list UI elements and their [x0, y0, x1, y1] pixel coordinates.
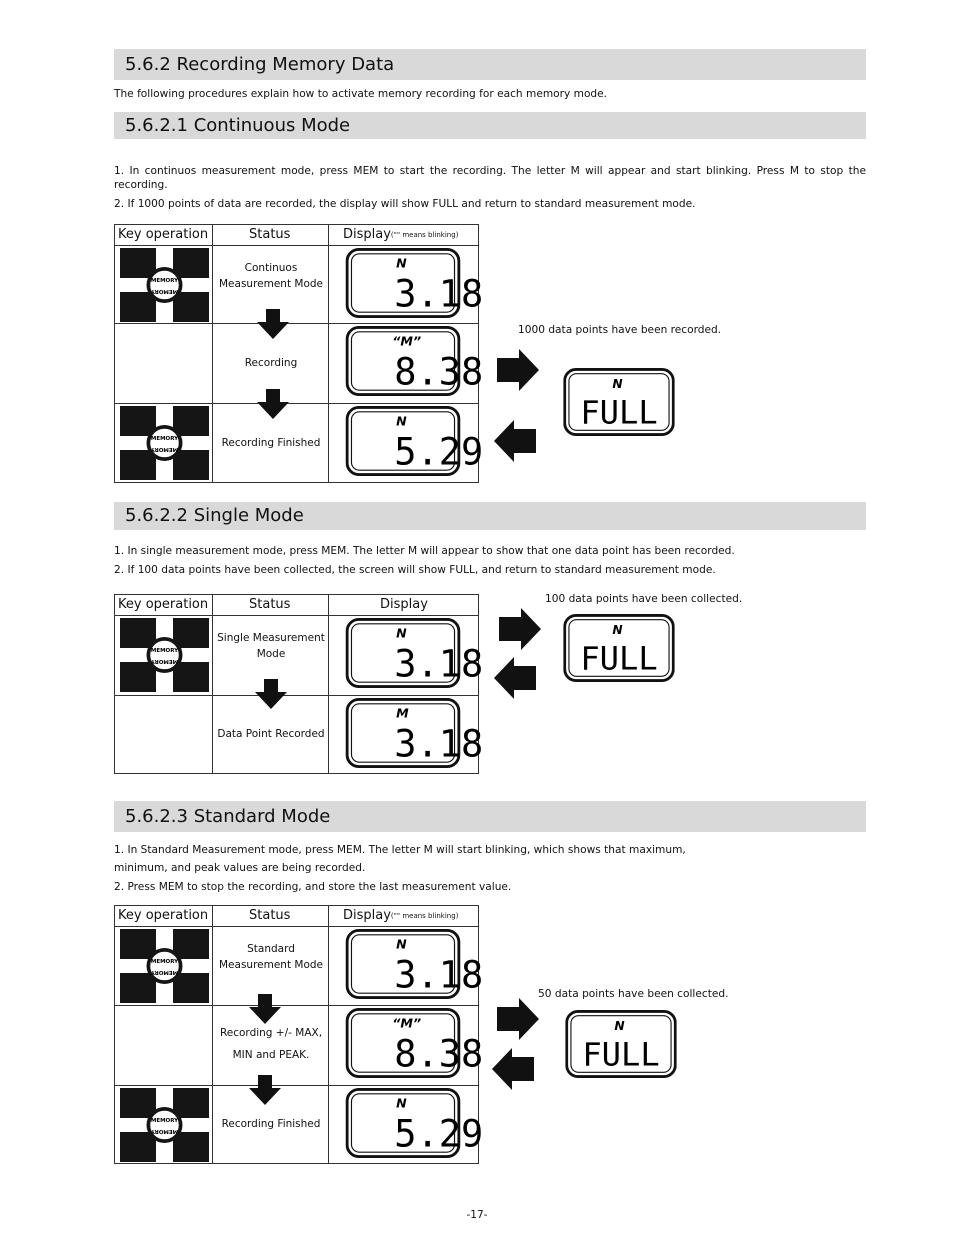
section-header-5-6-2-1	[114, 112, 866, 139]
svg-text:N: N	[396, 936, 407, 952]
lcd-display	[343, 326, 484, 396]
status-single-measurement: Single Measurement Mode	[217, 632, 325, 660]
col-header-status: Status	[249, 227, 291, 242]
section-header-5-6-2	[114, 49, 866, 80]
down-arrow-icon	[249, 1075, 281, 1105]
svg-text:FULL: FULL	[580, 393, 658, 432]
col-header-status: Status	[249, 597, 291, 612]
svg-text:8.38: 8.38	[394, 1032, 484, 1076]
step-2-text: 2. If 1000 points of data are recorded, the display will show FULL and return to standard measurement mode.	[114, 198, 696, 210]
right-arrow-icon	[499, 608, 541, 650]
right-arrow-icon	[497, 349, 539, 391]
memory-key-icon[interactable]	[120, 248, 209, 322]
svg-text:MEMORY: MEMORY	[150, 959, 179, 965]
status-data-point-recorded: Data Point Recorded	[217, 728, 325, 740]
status-recording-max-min-peak: Recording +/- MAX, MIN and PEAK.	[219, 1027, 323, 1061]
down-arrow-icon	[257, 309, 289, 339]
step-2-text: 2. If 100 data points have been collected, the screen will show FULL, and return to standard measurement mode.	[114, 564, 716, 576]
memory-key-icon[interactable]	[120, 929, 209, 1003]
svg-text:3.18: 3.18	[394, 953, 484, 997]
svg-text:N: N	[612, 622, 623, 637]
lcd-display	[343, 248, 484, 318]
svg-text:5.29: 5.29	[394, 430, 484, 474]
svg-text:MEMORY: MEMORY	[150, 278, 179, 284]
svg-text:5.29: 5.29	[394, 1112, 484, 1156]
lcd-full-display	[560, 368, 678, 436]
status-recording: Recording	[244, 357, 298, 369]
intro-text: The following procedures explain how to activate memory recording for each memory mode.	[114, 88, 608, 100]
step-1-text: 1. In single measurement mode, press MEM. The letter M will appear to show that one data point has been recorded.	[114, 545, 735, 557]
memory-key-icon[interactable]	[120, 618, 209, 692]
page-number: -17-	[466, 1209, 488, 1221]
status-recording-finished: Recording Finished	[221, 437, 321, 449]
svg-text:M: M	[396, 705, 409, 721]
lcd-full-display	[562, 1010, 680, 1078]
blinking-note: ("" means blinking)	[390, 231, 459, 239]
lcd-display	[343, 618, 484, 688]
col-header-display: Display$^{("" means blinking)}$	[343, 227, 459, 242]
svg-text:MEMORY: MEMORY	[150, 648, 179, 654]
svg-text:“M”: “M”	[392, 1015, 422, 1031]
svg-text:3.18: 3.18	[394, 722, 484, 766]
col-header-key: Key operation	[118, 908, 209, 923]
lcd-display	[343, 406, 484, 476]
left-arrow-icon	[494, 657, 536, 699]
section-title: 5.6.2.3 Standard Mode	[125, 806, 331, 827]
svg-text:MEMORY: MEMORY	[150, 658, 179, 664]
memory-key-icon[interactable]	[120, 1088, 209, 1162]
down-arrow-icon	[257, 389, 289, 419]
svg-text:N: N	[612, 376, 623, 391]
continuous-mode-table	[114, 224, 484, 483]
svg-text:8.38: 8.38	[394, 350, 484, 394]
section-title: 5.6.2.1 Continuous Mode	[125, 115, 351, 136]
svg-text:N: N	[396, 413, 407, 429]
svg-text:3.18: 3.18	[394, 642, 484, 686]
lcd-display	[343, 1088, 484, 1158]
svg-text:FULL: FULL	[582, 1035, 660, 1074]
status-continuous-measurement: Continuos Measurement Mode	[218, 262, 324, 290]
section-title: 5.6.2.2 Single Mode	[125, 505, 304, 526]
standard-mode-table	[114, 905, 484, 1164]
svg-text:MEMORY: MEMORY	[150, 969, 179, 975]
status-recording-finished: Recording Finished	[221, 1118, 321, 1130]
svg-text:3.18: 3.18	[394, 272, 484, 316]
svg-text:FULL: FULL	[580, 639, 658, 678]
down-arrow-icon	[249, 994, 281, 1024]
right-arrow-icon	[497, 998, 539, 1040]
section-header-5-6-2-3	[114, 801, 866, 832]
full-note: 50 data points have been collected.	[538, 988, 729, 1000]
svg-text:MEMORY: MEMORY	[150, 1128, 179, 1134]
col-header-key: Key operation	[118, 597, 209, 612]
step-1-text: 1. In continuos measurement mode, press MEM to start the recording. The letter M will appear and start blinking. Press M to stop the recording.	[114, 165, 866, 191]
lcd-display	[343, 1008, 484, 1078]
blinking-note: ("" means blinking)	[390, 912, 459, 920]
lcd-display	[343, 929, 484, 999]
lcd-full-display	[560, 614, 678, 682]
svg-text:N: N	[396, 625, 407, 641]
left-arrow-icon	[494, 420, 536, 462]
memory-key-icon[interactable]	[120, 406, 209, 480]
down-arrow-icon	[255, 679, 287, 709]
status-standard-measurement: Standard Measurement Mode	[218, 943, 324, 971]
svg-text:MEMORY: MEMORY	[150, 436, 179, 442]
left-arrow-icon	[492, 1048, 534, 1090]
single-mode-table	[114, 594, 484, 774]
full-note: 100 data points have been collected.	[545, 593, 743, 605]
full-note: 1000 data points have been recorded.	[518, 324, 722, 336]
step-1-text-continued: minimum, and peak values are being recorded.	[114, 862, 366, 874]
svg-text:MEMORY: MEMORY	[150, 288, 179, 294]
col-header-display: Display	[380, 597, 428, 612]
step-2-text: 2. Press MEM to stop the recording, and store the last measurement value.	[114, 881, 512, 893]
svg-text:N: N	[396, 255, 407, 271]
section-header-5-6-2-2	[114, 502, 866, 530]
svg-text:N: N	[614, 1018, 625, 1033]
svg-text:MEMORY: MEMORY	[150, 446, 179, 452]
svg-text:“M”: “M”	[392, 333, 422, 349]
col-header-display: Display$^{("" means blinking)}$	[343, 908, 459, 923]
col-header-key: Key operation	[118, 227, 209, 242]
lcd-display	[343, 698, 484, 768]
section-title: 5.6.2 Recording Memory Data	[125, 54, 395, 75]
svg-text:N: N	[396, 1095, 407, 1111]
col-header-status: Status	[249, 908, 291, 923]
svg-text:MEMORY: MEMORY	[150, 1118, 179, 1124]
step-1-text: 1. In Standard Measurement mode, press MEM. The letter M will start blinking, which shows that maximum,	[114, 844, 686, 856]
